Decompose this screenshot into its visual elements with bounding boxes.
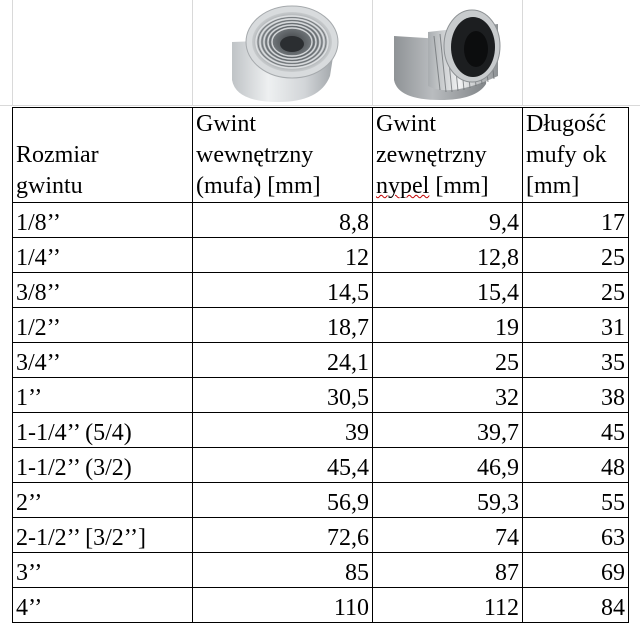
cell-external[interactable]: 32 (373, 378, 523, 413)
cell-size[interactable]: 3/4’’ (13, 343, 193, 378)
cell-external[interactable]: 9,4 (373, 203, 523, 238)
threaded-nipple-image (390, 2, 504, 104)
cell-internal[interactable]: 56,9 (193, 483, 373, 518)
image-row (0, 0, 640, 106)
cell-internal[interactable]: 14,5 (193, 273, 373, 308)
table-row (13, 518, 629, 553)
cell-internal[interactable]: 39 (193, 413, 373, 448)
cell-internal[interactable]: 110 (193, 588, 373, 623)
table-row (13, 238, 629, 273)
cell-external[interactable]: 39,7 (373, 413, 523, 448)
table-row (13, 553, 629, 588)
cell-external[interactable]: 19 (373, 308, 523, 343)
header-internal-thread[interactable]: Gwint wewnętrzny (mufa) [mm] (193, 108, 373, 203)
table-row (13, 483, 629, 518)
table-row (13, 273, 629, 308)
cell-length[interactable]: 45 (523, 413, 629, 448)
table-row (13, 378, 629, 413)
cell-external[interactable]: 112 (373, 588, 523, 623)
cell-internal[interactable]: 30,5 (193, 378, 373, 413)
cell-length[interactable]: 25 (523, 273, 629, 308)
header-socket-length[interactable]: Długość mufy ok [mm] (523, 108, 629, 203)
cell-size[interactable]: 1/8’’ (13, 203, 193, 238)
table-row (13, 413, 629, 448)
table-row (13, 343, 629, 378)
cell-length[interactable]: 84 (523, 588, 629, 623)
header-external-thread[interactable]: Gwint zewnętrzny nypel [mm] (373, 108, 523, 203)
cell-size[interactable]: 1/2’’ (13, 308, 193, 343)
header-size[interactable]: Rozmiar gwintu (13, 108, 193, 203)
cell-length[interactable]: 69 (523, 553, 629, 588)
sheet-cell[interactable] (12, 0, 193, 106)
cell-length[interactable]: 35 (523, 343, 629, 378)
cell-size[interactable]: 4’’ (13, 588, 193, 623)
cell-external[interactable]: 25 (373, 343, 523, 378)
cell-size[interactable]: 1-1/4’’ (5/4) (13, 413, 193, 448)
cell-size[interactable]: 1-1/2’’ (3/2) (13, 448, 193, 483)
cell-size[interactable]: 3’’ (13, 553, 193, 588)
sheet-gridline (0, 105, 640, 106)
cell-internal[interactable]: 45,4 (193, 448, 373, 483)
table-header-row (13, 108, 629, 203)
cell-external[interactable]: 12,8 (373, 238, 523, 273)
cell-internal[interactable]: 72,6 (193, 518, 373, 553)
cell-external[interactable]: 46,9 (373, 448, 523, 483)
cell-internal[interactable]: 24,1 (193, 343, 373, 378)
table-row (13, 448, 629, 483)
thread-size-table (12, 107, 629, 623)
table-row (13, 203, 629, 238)
cell-external[interactable]: 15,4 (373, 273, 523, 308)
cell-length[interactable]: 31 (523, 308, 629, 343)
cell-size[interactable]: 2’’ (13, 483, 193, 518)
cell-internal[interactable]: 12 (193, 238, 373, 273)
cell-length[interactable]: 17 (523, 203, 629, 238)
cell-size[interactable]: 1/4’’ (13, 238, 193, 273)
cell-internal[interactable]: 8,8 (193, 203, 373, 238)
table-row (13, 588, 629, 623)
cell-size[interactable]: 2-1/2’’ [3/2’’] (13, 518, 193, 553)
cell-external[interactable]: 59,3 (373, 483, 523, 518)
cell-size[interactable]: 1’’ (13, 378, 193, 413)
cell-length[interactable]: 38 (523, 378, 629, 413)
cell-internal[interactable]: 85 (193, 553, 373, 588)
cell-length[interactable]: 25 (523, 238, 629, 273)
cell-length[interactable]: 63 (523, 518, 629, 553)
cell-external[interactable]: 87 (373, 553, 523, 588)
sheet-cell[interactable] (522, 0, 640, 106)
cell-size[interactable]: 3/8’’ (13, 273, 193, 308)
table-row (13, 308, 629, 343)
cell-internal[interactable]: 18,7 (193, 308, 373, 343)
threaded-socket-image (226, 2, 344, 104)
cell-length[interactable]: 48 (523, 448, 629, 483)
cell-external[interactable]: 74 (373, 518, 523, 553)
cell-length[interactable]: 55 (523, 483, 629, 518)
